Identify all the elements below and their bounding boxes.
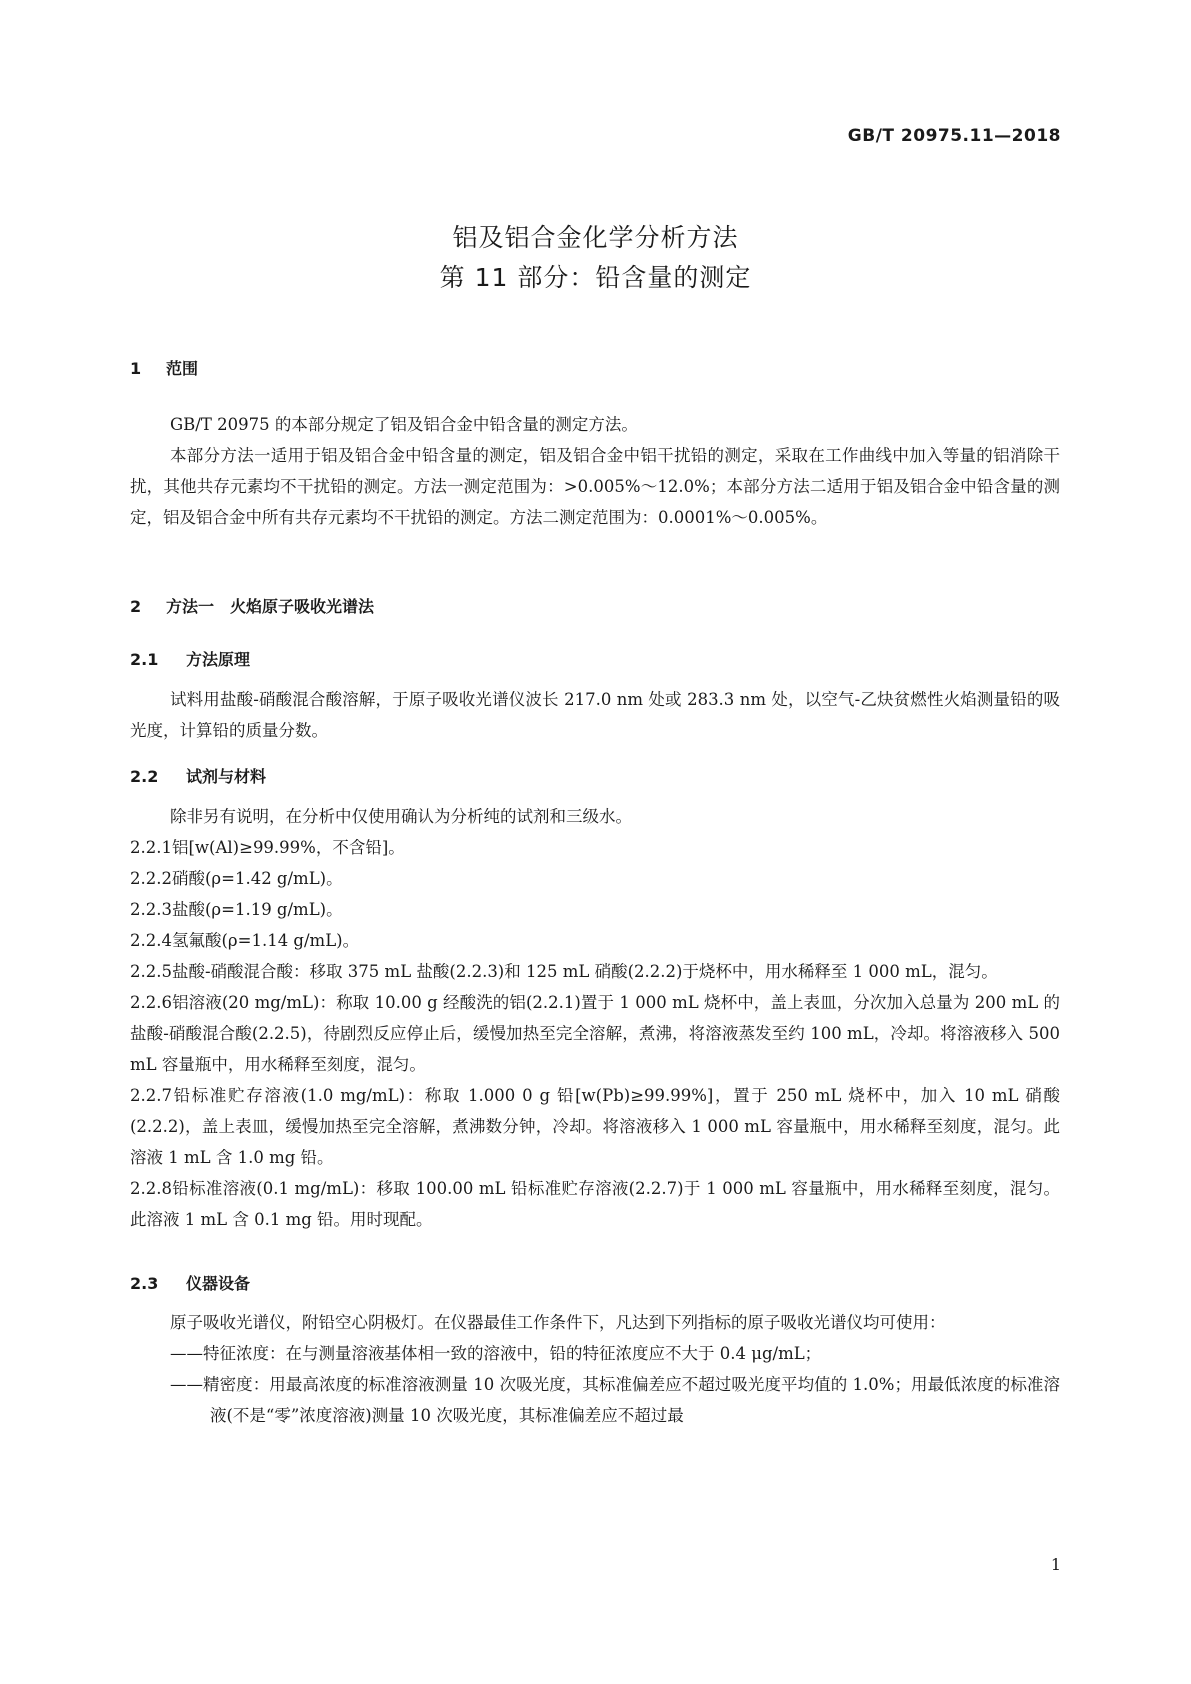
reagent-item (130, 894, 1060, 925)
section-2-1-body (130, 684, 1060, 746)
section-number: 2 (130, 597, 142, 616)
section-2-3-heading (130, 1271, 250, 1294)
section-number: 2.1 (130, 650, 159, 669)
item-number: 2.2.7 (130, 1086, 172, 1105)
item-text: 铅标准贮存溶液(1.0 mg/mL)：称取 1.000 0 g 铅[w(Pb)≥99.99%]，置于 250 mL 烧杯中，加入 10 mL 硝酸(2.2.2)，盖上表皿，缓慢加热至完全溶解，煮沸数分钟，冷却。将溶液移入 1 000 mL 容量瓶中，用水稀释至刻度，混匀。此溶液 1 mL 含 1.0 mg 铅。 (130, 1086, 1060, 1167)
item-text: 盐酸(ρ=1.19 g/mL)。 (171, 900, 343, 919)
item-number: 2.2.1 (130, 838, 172, 857)
dash-item-precision: ——精密度：用最高浓度的标准溶液测量 10 次吸光度，其标准偏差应不超过吸光度平均值的 1.0%；用最低浓度的标准溶液(不是“零”浓度溶液)测量 10 次吸光度，其标准偏差应不超过最 (170, 1375, 1060, 1425)
item-text: 盐酸-硝酸混合酸：移取 375 mL 盐酸(2.2.3)和 125 mL 硝酸(2.2.2)于烧杯中，用水稀释至 1 000 mL，混匀。 (171, 962, 998, 981)
reagent-item (130, 832, 1060, 863)
section-title: 范围 (166, 359, 199, 378)
item-number: 2.2.3 (130, 900, 172, 919)
paragraph: 原子吸收光谱仪，附铅空心阴极灯。在仪器最佳工作条件下，凡达到下列指标的原子吸收光谱仪均可使用： (170, 1313, 946, 1332)
section-2-2-heading (130, 764, 266, 787)
item-text: 铝溶液(20 mg/mL)：称取 10.00 g 经酸洗的铝(2.2.1)置于 1 000 mL 烧杯中，盖上表皿，分次加入总量为 200 mL 的盐酸-硝酸混合酸(2.2.5)，待剧烈反应停止后，缓慢加热至完全溶解，煮沸，将溶液蒸发至约 100 mL，冷却。将溶液移入 500 mL 容量瓶中，用水稀释至刻度，混匀。 (130, 993, 1060, 1074)
paragraph: GB/T 20975 的本部分规定了铝及铝合金中铅含量的测定方法。 (170, 415, 638, 434)
item-text: 铝[w(Al)≥99.99%，不含铅]。 (171, 838, 405, 857)
reagent-item (130, 1173, 1060, 1235)
reagent-item (130, 987, 1060, 1080)
section-2-1-heading (130, 647, 250, 670)
paragraph: 本部分方法一适用于铝及铝合金中铅含量的测定，铝及铝合金中铝干扰铅的测定，采取在工作曲线中加入等量的铝消除干扰，其他共存元素均不干扰铅的测定。方法一测定范围为：>0.005%～12.0%；本部分方法二适用于铝及铝合金中铅含量的测定，铝及铝合金中所有共存元素均不干扰铅的测定。方法二测定范围为：0.0001%～0.005%。 (130, 446, 1060, 527)
section-2-2-body (130, 801, 1060, 1235)
section-number: 1 (130, 359, 142, 378)
section-title: 方法一 火焰原子吸收光谱法 (166, 597, 375, 616)
section-1-body (130, 409, 1060, 533)
item-text: 铅标准溶液(0.1 mg/mL)：移取 100.00 mL 铅标准贮存溶液(2.2.7)于 1 000 mL 容量瓶中，用水稀释至刻度，混匀。此溶液 1 mL 含 0.1 mg 铅。用时现配。 (130, 1179, 1060, 1229)
section-2-3-intro (130, 1307, 1060, 1338)
item-number: 2.2.5 (130, 962, 172, 981)
paragraph: 除非另有说明，在分析中仅使用确认为分析纯的试剂和三级水。 (170, 807, 632, 826)
reagent-item (130, 863, 1060, 894)
item-text: 硝酸(ρ=1.42 g/mL)。 (171, 869, 343, 888)
reagent-item (130, 1080, 1060, 1173)
document-title-line1: 铝及铝合金化学分析方法 (452, 223, 739, 252)
section-title: 仪器设备 (186, 1274, 251, 1293)
item-text: 氢氟酸(ρ=1.14 g/mL)。 (171, 931, 360, 950)
section-title: 方法原理 (186, 650, 251, 669)
section-number: 2.3 (130, 1274, 159, 1293)
paragraph: 试料用盐酸-硝酸混合酸溶解，于原子吸收光谱仪波长 217.0 nm 处或 283.3 nm 处，以空气-乙炔贫燃性火焰测量铅的吸光度，计算铅的质量分数。 (130, 690, 1060, 740)
dash-item-characteristic-concentration: ——特征浓度：在与测量溶液基体相一致的溶液中，铅的特征浓度应不大于 0.4 μg/mL； (170, 1344, 822, 1363)
item-number: 2.2.4 (130, 931, 172, 950)
section-number: 2.2 (130, 767, 159, 786)
reagent-item (130, 925, 1060, 956)
section-title: 试剂与材料 (186, 767, 267, 786)
reagent-item (130, 956, 1060, 987)
item-number: 2.2.6 (130, 993, 172, 1012)
document-title-line2: 第 11 部分：铅含量的测定 (439, 263, 752, 292)
item-number: 2.2.8 (130, 1179, 172, 1198)
standard-number: GB/T 20975.11—2018 (847, 126, 1061, 146)
section-2-heading (130, 594, 374, 617)
section-1-heading (130, 356, 198, 379)
page-number: 1 (1050, 1555, 1061, 1574)
item-number: 2.2.2 (130, 869, 172, 888)
